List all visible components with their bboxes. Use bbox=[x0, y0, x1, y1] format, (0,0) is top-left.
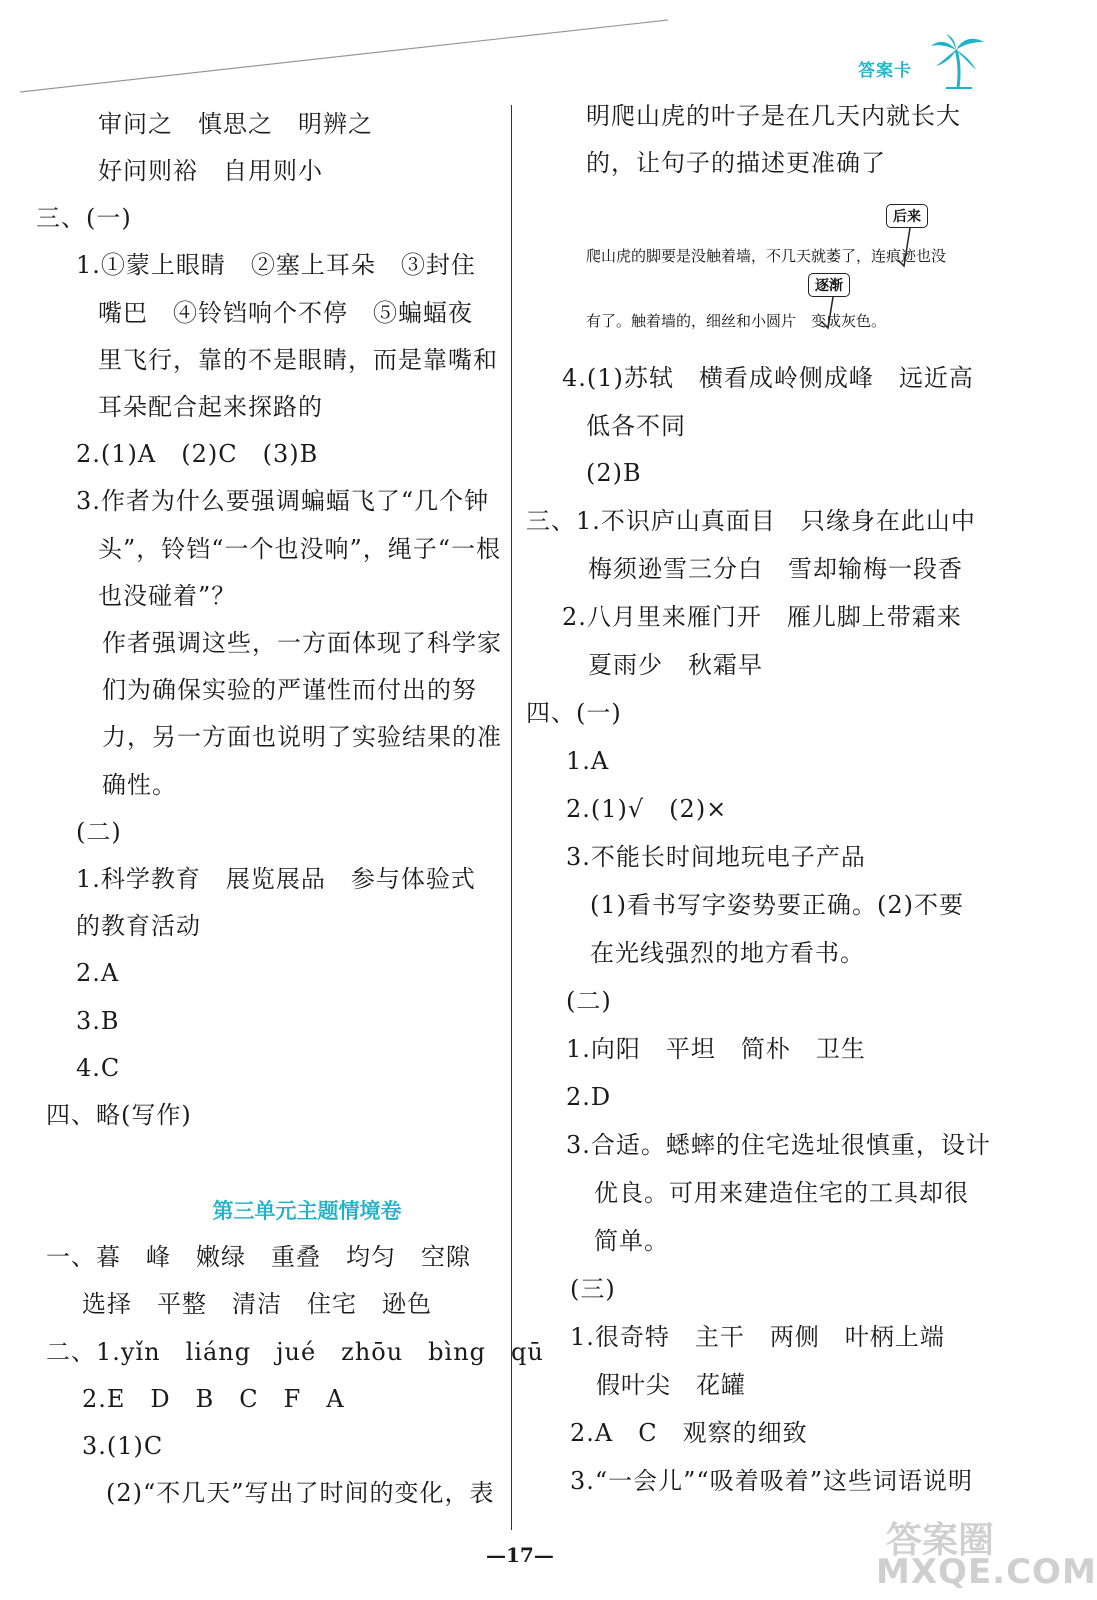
section-heading: 三、(一) bbox=[36, 204, 132, 232]
section-heading: (二) bbox=[76, 818, 122, 846]
text-line: 低各不同 bbox=[586, 412, 686, 440]
text-line: 2.八月里来雁门开 雁儿脚上带霜来 bbox=[562, 603, 962, 631]
pinyin-line: 二、1.yǐn liáng jué zhōu bìng qū bbox=[46, 1338, 544, 1366]
text-line: 2.A C 观察的细致 bbox=[570, 1419, 808, 1447]
text-line: 耳朵配合起来探路的 bbox=[98, 393, 323, 421]
text-line: 3.B bbox=[76, 1007, 120, 1035]
section-heading: (二) bbox=[566, 987, 612, 1015]
text-line: 优良。可用来建造住宅的工具却很 bbox=[594, 1179, 969, 1207]
text-line: 在光线强烈的地方看书。 bbox=[590, 939, 865, 967]
text-line: 2.D bbox=[566, 1083, 612, 1111]
page-number: —17— bbox=[486, 1543, 554, 1567]
column-divider bbox=[511, 105, 512, 1530]
text-line: 3.合适。蟋蟀的住宅选址很慎重，设计 bbox=[566, 1131, 991, 1159]
palm-tree-icon bbox=[928, 32, 988, 90]
text-line: 明爬山虎的叶子是在几天内就长大 bbox=[586, 102, 961, 130]
text-line: 力，另一方面也说明了实验结果的准 bbox=[102, 723, 502, 751]
text-line: 简单。 bbox=[594, 1227, 669, 1255]
answer-card-label: 答案卡 bbox=[858, 61, 912, 81]
text-line: 2.E D B C F A bbox=[82, 1385, 345, 1413]
figure-sentence-2: 有了。触着墙的，细丝和小圆片 变成灰色。 bbox=[586, 312, 887, 330]
text-line: 的教育活动 bbox=[76, 912, 201, 940]
text-line: 3.作者为什么要强调蝙蝠飞了“几个钟 bbox=[76, 487, 490, 515]
text-line: 嘴巴 ④铃铛响个不停 ⑤蝙蝠夜 bbox=[98, 299, 473, 327]
text-line: 里飞行，靠的不是眼睛，而是靠嘴和 bbox=[98, 346, 498, 374]
insert-caret-marks bbox=[586, 200, 996, 340]
text-line: 假叶尖 花罐 bbox=[596, 1371, 746, 1399]
watermark-logo: 答案圈 bbox=[886, 1520, 995, 1561]
insert-mark-gradually: 逐渐 bbox=[808, 273, 850, 297]
text-line: 的，让句子的描述更准确了 bbox=[586, 149, 886, 177]
header-rule bbox=[20, 18, 670, 98]
text-line: 也没碰着”？ bbox=[98, 582, 237, 610]
text-line: 1.向阳 平坦 简朴 卫生 bbox=[566, 1035, 866, 1063]
text-line: 1.①蒙上眼睛 ②塞上耳朵 ③封住 bbox=[76, 251, 476, 279]
text-line: 1.A bbox=[566, 747, 610, 775]
section-heading: 四、(一) bbox=[526, 699, 622, 727]
watermark-url: MXQE.COM bbox=[876, 1552, 1097, 1592]
text-line: 4.C bbox=[76, 1054, 121, 1082]
text-line: 一、暮 峰 嫩绿 重叠 均匀 空隙 bbox=[46, 1243, 471, 1271]
text-line: 2.(1)A (2)C (3)B bbox=[76, 440, 319, 468]
text-line: 确性。 bbox=[102, 771, 177, 799]
revision-figure bbox=[586, 200, 996, 340]
text-line: (2)“不几天”写出了时间的变化，表 bbox=[106, 1479, 495, 1507]
text-line: 头”，铃铛“一个也没响”，绳子“一根 bbox=[98, 535, 502, 563]
text-line: 3.“一会儿”“吸着吸着”这些词语说明 bbox=[570, 1467, 973, 1495]
section-heading: (三) bbox=[570, 1275, 616, 1303]
text-line: 2.A bbox=[76, 959, 120, 987]
figure-sentence-1: 爬山虎的脚要是没触着墙，不几天就萎了，连痕迹也没 bbox=[586, 247, 947, 265]
text-line: 好问则裕 自用则小 bbox=[98, 157, 323, 185]
text-line: 审问之 慎思之 明辨之 bbox=[98, 110, 373, 138]
text-line: 3.(1)C bbox=[82, 1432, 164, 1460]
site-watermark bbox=[876, 1512, 1097, 1592]
section-heading: 四、略(写作) bbox=[46, 1101, 192, 1129]
text-line: (2)B bbox=[586, 459, 642, 487]
text-line: 3.不能长时间地玩电子产品 bbox=[566, 843, 866, 871]
text-line: 梅须逊雪三分白 雪却输梅一段香 bbox=[588, 555, 963, 583]
insert-mark-later: 后来 bbox=[886, 204, 928, 228]
text-line: 选择 平整 清洁 住宅 逊色 bbox=[82, 1290, 432, 1318]
text-line: 夏雨少 秋霜早 bbox=[588, 651, 763, 679]
text-line: 1.科学教育 展览展品 参与体验式 bbox=[76, 865, 476, 893]
text-line: 作者强调这些，一方面体现了科学家 bbox=[102, 629, 502, 657]
section-heading: 三、1.不识庐山真面目 只缘身在此山中 bbox=[526, 507, 976, 535]
text-line: 1.很奇特 主干 两侧 叶柄上端 bbox=[570, 1323, 945, 1351]
text-line: (1)看书写字姿势要正确。(2)不要 bbox=[590, 891, 964, 919]
text-line: 们为确保实验的严谨性而付出的努 bbox=[102, 676, 477, 704]
unit-title: 第三单元主题情境卷 bbox=[212, 1199, 402, 1223]
text-line: 2.(1)√ (2)× bbox=[566, 795, 728, 823]
text-line: 4.(1)苏轼 横看成岭侧成峰 远近高 bbox=[562, 364, 974, 392]
